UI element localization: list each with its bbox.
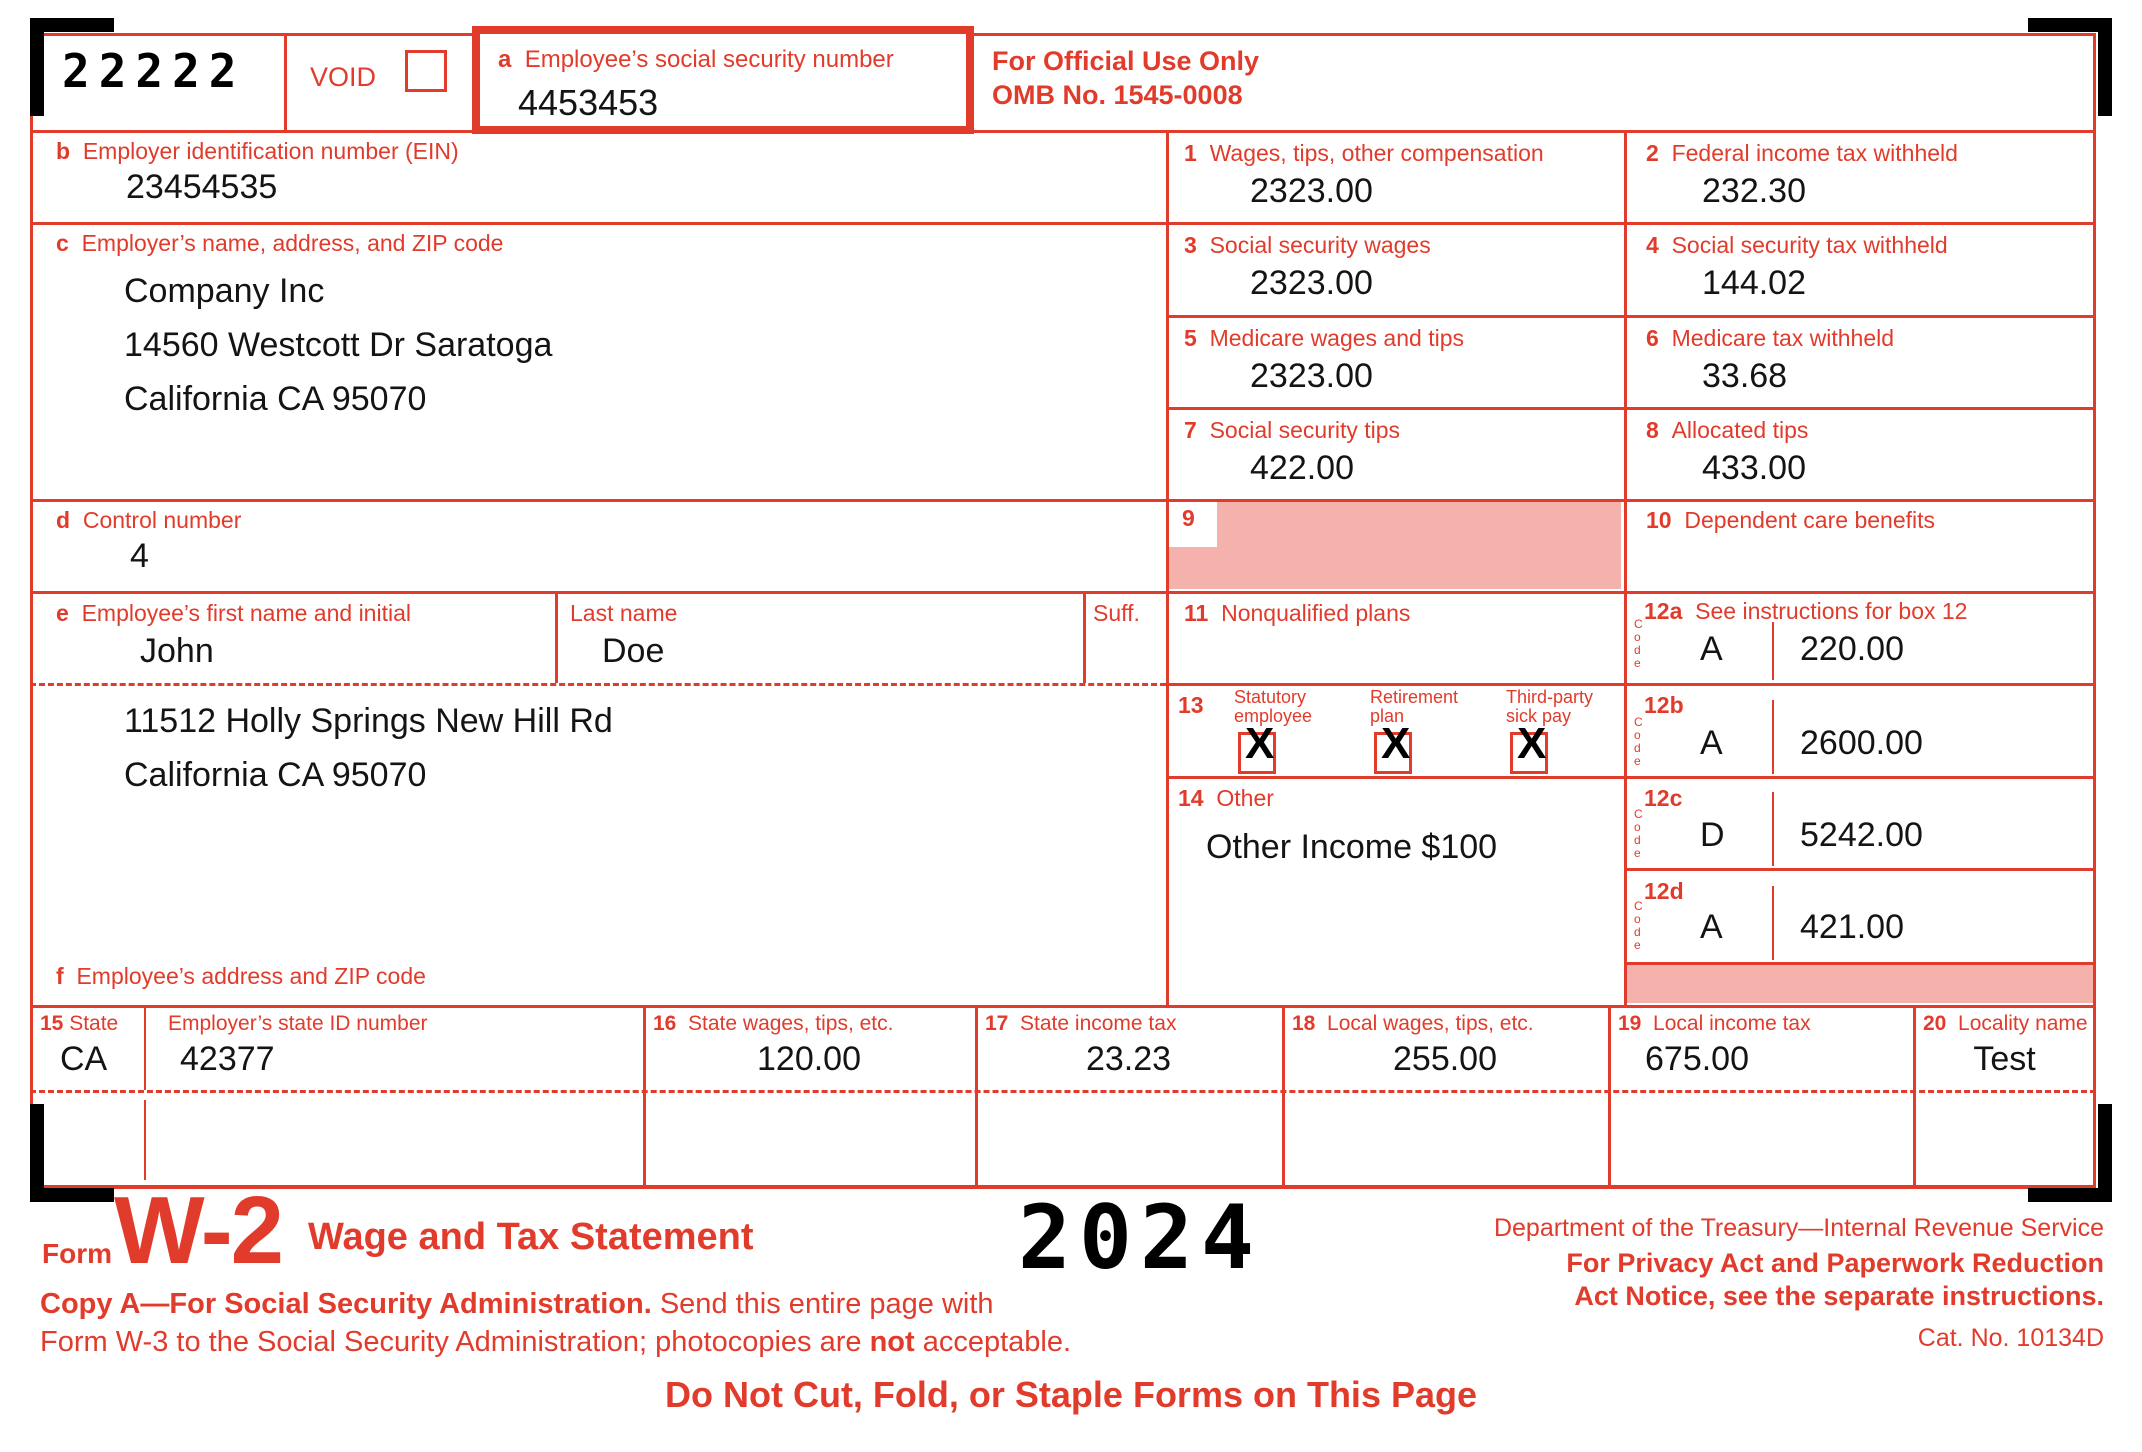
box-19-number: 19 — [1618, 1012, 1642, 1035]
box-f-letter: f — [56, 963, 64, 989]
box-14-label: Other — [1216, 785, 1274, 811]
retirement-plan-label-line1: Retirement — [1370, 687, 1459, 707]
left-border-line — [30, 33, 33, 1189]
copy-a-line2-end: acceptable. — [914, 1326, 1072, 1358]
box-a-label: Employee’s social security number — [524, 46, 894, 73]
box-12b-amount[interactable]: 2600.00 — [1800, 724, 1923, 762]
employee-city-state-zip[interactable]: California CA 95070 — [124, 756, 427, 794]
box-8-value[interactable]: 433.00 — [1702, 449, 1806, 487]
divider-line — [1166, 407, 2096, 410]
divider-line — [30, 222, 2096, 225]
divider-line — [284, 33, 287, 130]
statutory-employee-label-line1: Statutory — [1234, 687, 1307, 707]
divider-line — [30, 130, 2096, 133]
box-4-value[interactable]: 144.02 — [1702, 264, 1806, 302]
box-e-letter: e — [56, 600, 69, 626]
form-word: Form — [42, 1238, 112, 1269]
copy-a-bold-text: Copy A—For Social Security Administration. — [40, 1288, 652, 1320]
employer-name[interactable]: Company Inc — [124, 272, 325, 310]
right-border-line — [2093, 33, 2096, 1189]
employer-city-state-zip[interactable]: California CA 95070 — [124, 380, 427, 418]
divider-line — [1624, 962, 2096, 965]
box-12a-number: 12a — [1644, 598, 1683, 624]
box-6-label: Medicare tax withheld — [1671, 325, 1895, 351]
box-12b-code-word: Code — [1634, 715, 1643, 768]
box-12c-number: 12c — [1644, 785, 1683, 811]
box-5-label: Medicare wages and tips — [1209, 325, 1464, 351]
box-11-number: 11 — [1184, 600, 1209, 626]
box-6-value[interactable]: 33.68 — [1702, 357, 1788, 395]
box-2-label: Federal income tax withheld — [1671, 140, 1958, 166]
box-e-label: Employee’s first name and initial — [81, 600, 411, 626]
box-11-label: Nonqualified plans — [1221, 600, 1411, 626]
retirement-plan-label-line2: plan — [1370, 706, 1405, 726]
last-name-label: Last name — [570, 600, 678, 626]
box-3-number: 3 — [1184, 232, 1197, 258]
box-12c-amount[interactable]: 5242.00 — [1800, 816, 1923, 854]
divider-line — [1083, 591, 1086, 683]
box-a-letter: a — [498, 46, 512, 73]
box-10-number: 10 — [1646, 507, 1672, 533]
box-12a-code-word: Code — [1634, 617, 1643, 670]
third-party-sick-pay-label-line1: Third-party — [1506, 687, 1594, 707]
box-5-value[interactable]: 2323.00 — [1250, 357, 1373, 395]
box-3-value[interactable]: 2323.00 — [1250, 264, 1373, 302]
box-12b-number: 12b — [1644, 692, 1684, 718]
box-b-ein-value[interactable]: 23454535 — [126, 168, 278, 206]
copy-a-line2-bold: not — [869, 1326, 915, 1358]
box-6-number: 6 — [1646, 325, 1659, 351]
box-3-label: Social security wages — [1209, 232, 1431, 258]
box-18-number: 18 — [1292, 1012, 1316, 1035]
box-7-value[interactable]: 422.00 — [1250, 449, 1354, 487]
divider-line — [1166, 315, 2096, 318]
box-12d-amount[interactable]: 421.00 — [1800, 908, 1904, 946]
box9-shaded-area — [1169, 502, 1621, 589]
official-use-label: For Official Use Only — [992, 46, 1260, 76]
statutory-employee-checkmark: X — [1245, 719, 1275, 768]
divider-line — [30, 591, 2096, 594]
divider-line — [1166, 683, 2096, 686]
box-7-label: Social security tips — [1209, 417, 1401, 443]
box-15-label: State — [69, 1012, 119, 1035]
divider-line — [1166, 130, 1169, 1005]
do-not-cut-warning: Do Not Cut, Fold, or Staple Forms on This Page — [664, 1374, 1478, 1415]
box-16-label: State wages, tips, etc. — [688, 1012, 894, 1035]
box-f-label: Employee’s address and ZIP code — [76, 963, 426, 989]
divider-line — [30, 1005, 2096, 1008]
box-b-label: Employer identification number (EIN) — [82, 138, 459, 164]
corner-mark — [30, 18, 44, 116]
box-20-number: 20 — [1923, 1012, 1947, 1035]
catalog-number: Cat. No. 10134D — [1917, 1324, 2104, 1352]
corner-mark — [30, 1188, 114, 1202]
code-amount-separator — [1772, 792, 1774, 866]
box-17-label: State income tax — [1020, 1012, 1177, 1035]
box-19-value[interactable]: 675.00 — [1645, 1040, 1749, 1078]
form-code-22222: 22222 — [62, 44, 246, 98]
code-amount-separator — [1772, 886, 1774, 960]
divider-line — [30, 499, 2096, 502]
box-12d-code[interactable]: A — [1700, 908, 1723, 946]
box-9-number: 9 — [1182, 505, 1195, 531]
box-18-value[interactable]: 255.00 — [1393, 1040, 1497, 1078]
third-party-sick-pay-label-line2: sick pay — [1506, 706, 1572, 726]
divider-line — [555, 591, 558, 683]
box-15-state-id-value[interactable]: 42377 — [180, 1040, 275, 1078]
privacy-act-line2: Act Notice, see the separate instructions. — [1574, 1281, 2104, 1311]
box-12a-amount[interactable]: 220.00 — [1800, 630, 1904, 668]
statutory-employee-label-line2: employee — [1234, 706, 1313, 726]
third-party-sick-pay-checkmark: X — [1517, 719, 1547, 768]
box-c-label: Employer’s name, address, and ZIP code — [81, 230, 504, 256]
box-a-value[interactable]: 4453453 — [518, 82, 659, 123]
box-12d-code-word: Code — [1634, 899, 1643, 952]
box-12c-code-word: Code — [1634, 807, 1643, 860]
box-15-id-label: Employer’s state ID number — [168, 1012, 428, 1035]
box-12d-number: 12d — [1644, 878, 1684, 904]
box-13-number: 13 — [1178, 692, 1204, 718]
corner-mark — [2028, 1188, 2112, 1202]
treasury-department-text: Department of the Treasury—Internal Revenue Service — [1493, 1214, 2104, 1242]
divider-line — [1913, 1005, 1916, 1185]
box-5-number: 5 — [1184, 325, 1197, 351]
box-a-ssn — [472, 26, 974, 134]
state-id-separator-line — [144, 1100, 146, 1180]
divider-line — [1282, 1005, 1285, 1185]
divider-line — [643, 1005, 646, 1185]
void-label: VOID — [310, 62, 377, 92]
box-17-number: 17 — [985, 1012, 1009, 1035]
box-1-value[interactable]: 2323.00 — [1250, 172, 1373, 210]
divider-line — [1608, 1005, 1611, 1185]
divider-line — [30, 33, 2096, 36]
box-d-letter: d — [56, 507, 71, 533]
box-c-letter: c — [56, 230, 69, 256]
box-2-number: 2 — [1646, 140, 1659, 166]
box-14-number: 14 — [1178, 785, 1204, 811]
employer-address[interactable]: 14560 Westcott Dr Saratoga — [124, 326, 553, 364]
box-8-number: 8 — [1646, 417, 1659, 443]
box-15-state-value[interactable]: CA — [60, 1040, 108, 1078]
employee-last-name[interactable]: Doe — [602, 632, 665, 670]
employee-first-name[interactable]: John — [140, 632, 214, 670]
tax-year: 2024 — [1018, 1186, 1262, 1289]
void-checkbox[interactable] — [405, 50, 447, 92]
divider-line — [975, 1005, 978, 1185]
copy-a-rest-text: Send this entire page with — [651, 1288, 994, 1320]
box-12b-code[interactable]: A — [1700, 724, 1723, 762]
divider-line — [1624, 130, 1627, 1005]
corner-mark — [2098, 18, 2112, 116]
box-17-value[interactable]: 23.23 — [1085, 1040, 1172, 1078]
state-row-dashed-line — [30, 1090, 2096, 1093]
box-b-letter: b — [56, 138, 71, 164]
state-id-separator-line — [144, 1005, 146, 1090]
box-8-label: Allocated tips — [1671, 417, 1809, 443]
box12-bottom-shaded-area — [1627, 965, 2093, 1003]
box-18-label: Local wages, tips, etc. — [1327, 1012, 1534, 1035]
code-amount-separator — [1772, 700, 1774, 774]
suffix-label: Suff. — [1093, 600, 1140, 626]
box-15-number: 15 — [40, 1012, 64, 1035]
box-12c-code[interactable]: D — [1700, 816, 1725, 854]
divider-line — [1624, 868, 2096, 871]
retirement-plan-checkmark: X — [1381, 719, 1411, 768]
box-20-label: Locality name — [1958, 1012, 2088, 1035]
box-4-label: Social security tax withheld — [1671, 232, 1948, 258]
box-16-number: 16 — [653, 1012, 677, 1035]
privacy-act-line1: For Privacy Act and Paperwork Reduction — [1566, 1248, 2104, 1278]
form-title: Wage and Tax Statement — [308, 1216, 754, 1258]
employee-street-address[interactable]: 11512 Holly Springs New Hill Rd — [124, 702, 613, 740]
box-d-label: Control number — [82, 507, 242, 533]
box-10-label: Dependent care benefits — [1684, 507, 1935, 533]
box-2-value[interactable]: 232.30 — [1702, 172, 1806, 210]
box-1-number: 1 — [1184, 140, 1197, 166]
box-14-value[interactable]: Other Income $100 — [1206, 828, 1498, 866]
name-address-dashed-line — [30, 683, 1166, 686]
box-12a-code[interactable]: A — [1700, 630, 1723, 668]
control-number-value[interactable]: 4 — [130, 537, 149, 575]
box-19-label: Local income tax — [1653, 1012, 1811, 1035]
box-1-label: Wages, tips, other compensation — [1209, 140, 1544, 166]
divider-line — [1166, 776, 2096, 779]
copy-a-line2-text: Form W-3 to the Social Security Administration; photocopies are — [40, 1326, 870, 1358]
omb-number: OMB No. 1545-0008 — [992, 80, 1243, 110]
box-20-value[interactable]: Test — [1973, 1040, 2036, 1078]
box-16-value[interactable]: 120.00 — [757, 1040, 861, 1078]
box-4-number: 4 — [1646, 232, 1659, 258]
form-number-w2: W-2 — [114, 1177, 283, 1284]
box-7-number: 7 — [1184, 417, 1197, 443]
box-12a-label: See instructions for box 12 — [1695, 598, 1968, 624]
code-amount-separator — [1772, 622, 1774, 680]
